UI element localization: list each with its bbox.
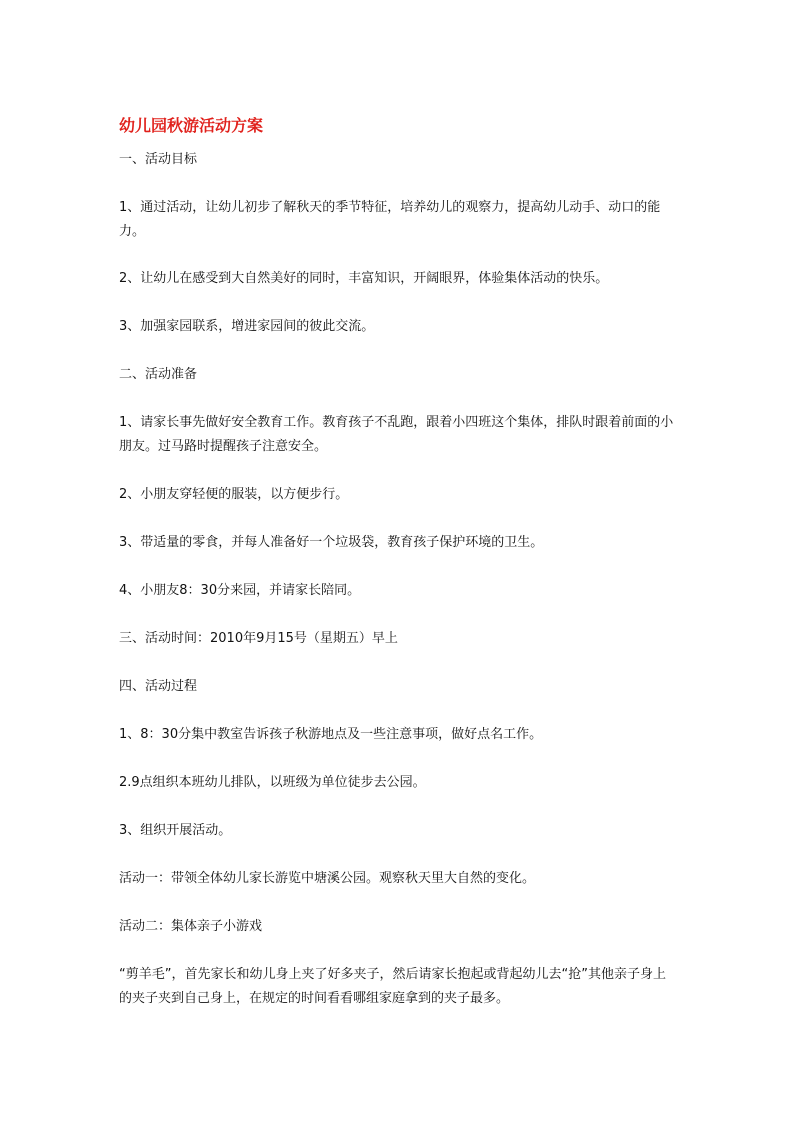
paragraph: 1、通过活动，让幼儿初步了解秋天的季节特征，培养幼儿的观察力，提高幼儿动手、动口的能力。 (119, 200, 661, 239)
document-title: 幼儿园秋游活动方案 (119, 116, 264, 135)
paragraph: 活动一：带领全体幼儿家长游览中塘溪公园。观察秋天里大自然的变化。 (119, 871, 536, 886)
paragraph: 3、加强家园联系，增进家园间的彼此交流。 (119, 319, 375, 334)
paragraph: “剪羊毛”，首先家长和幼儿身上夹了好多夹子，然后请家长抱起或背起幼儿去“抢”其他亲子身上的夹子夹到自己身上，在规定的时间看看哪组家庭拿到的夹子最多。 (119, 967, 666, 1006)
paragraph: 1、请家长事先做好安全教育工作。教育孩子不乱跑，跟着小四班这个集体，排队时跟着前面的小朋友。过马路时提醒孩子注意安全。 (119, 415, 674, 454)
paragraph: 活动二：集体亲子小游戏 (119, 919, 263, 934)
section-heading-time: 三、活动时间：2010年9月15号（星期五）早上 (119, 631, 398, 646)
section-heading-preparation: 二、活动准备 (119, 367, 198, 382)
paragraph: 3、带适量的零食，并每人准备好一个垃圾袋，教育孩子保护环境的卫生。 (119, 535, 544, 550)
paragraph: 3、组织开展活动。 (119, 823, 232, 838)
section-heading-goals: 一、活动目标 (119, 152, 198, 167)
paragraph: 1、8：30分集中教室告诉孩子秋游地点及一些注意事项，做好点名工作。 (119, 727, 543, 742)
paragraph: 2.9点组织本班幼儿排队，以班级为单位徒步去公园。 (119, 775, 426, 790)
paragraph: 2、小朋友穿轻便的服装，以方便步行。 (119, 487, 349, 502)
paragraph: 4、小朋友8：30分来园，并请家长陪同。 (119, 583, 361, 598)
paragraph: 2、让幼儿在感受到大自然美好的同时，丰富知识，开阔眼界，体验集体活动的快乐。 (119, 271, 609, 286)
section-heading-process: 四、活动过程 (119, 679, 198, 694)
